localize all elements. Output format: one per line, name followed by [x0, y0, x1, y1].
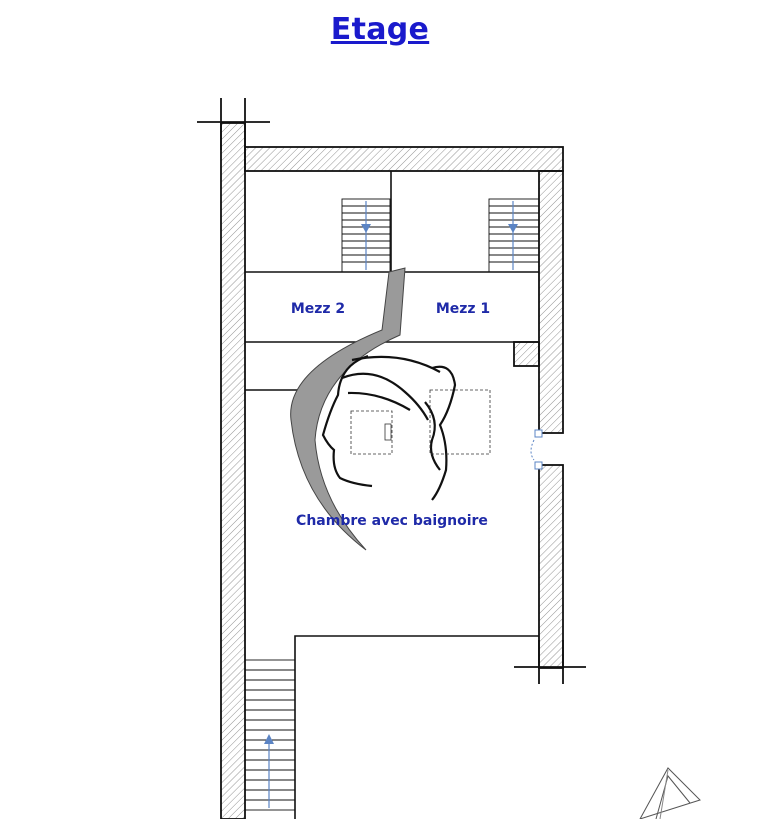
dashed-frames — [351, 390, 490, 454]
wall-left — [221, 123, 245, 819]
page-title: Etage — [330, 12, 430, 47]
wall-pillar — [514, 342, 539, 366]
stair-mezz-2 — [342, 199, 390, 272]
room-label-chambre: Chambre avec baignoire — [296, 513, 488, 529]
door-opening — [531, 430, 542, 469]
stair-ground — [245, 660, 295, 810]
watermark-head-icon — [323, 356, 455, 500]
room-label-mezz-1: Mezz 1 — [435, 301, 491, 317]
room-label-mezz-2: Mezz 2 — [290, 301, 346, 317]
stair-mezz-1 — [489, 199, 539, 272]
compass-icon — [640, 768, 700, 819]
wall-right-lower — [539, 465, 563, 668]
wall-right-upper — [539, 171, 563, 433]
wall-top — [245, 147, 563, 171]
partitions — [245, 171, 539, 819]
